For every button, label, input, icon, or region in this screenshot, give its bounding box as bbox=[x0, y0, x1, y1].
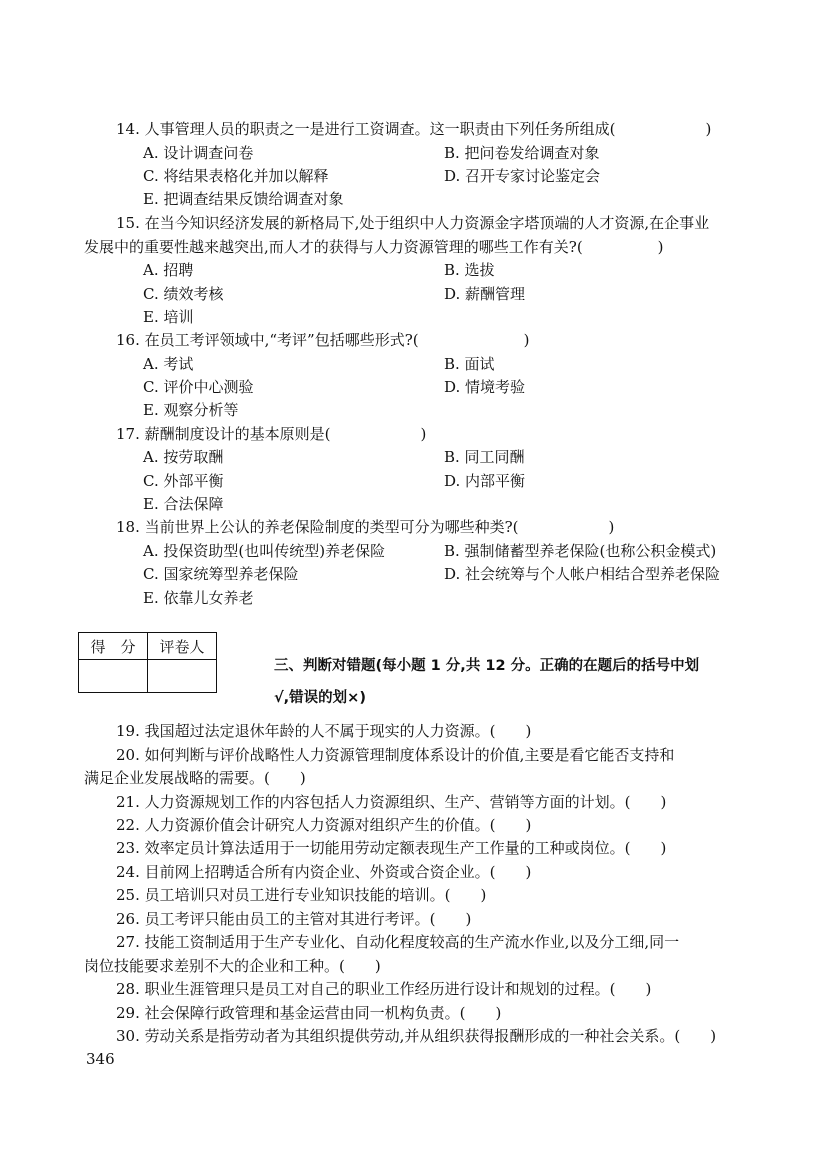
question-22: 22. 人力资源价值会计研究人力资源对组织产生的价值。( ) bbox=[116, 816, 532, 834]
question-14-option-e: E. 把调查结果反馈给调查对象 bbox=[143, 190, 344, 208]
question-17-option-d: D. 内部平衡 bbox=[444, 472, 526, 490]
question-24: 24. 目前网上招聘适合所有内资企业、外资或合资企业。( ) bbox=[116, 863, 532, 881]
question-20: 20. 如何判断与评价战略性人力资源管理制度体系设计的价值,主要是看它能否支持和 bbox=[116, 746, 675, 764]
question-15-option-d: D. 薪酬管理 bbox=[444, 285, 526, 303]
score-cell bbox=[79, 660, 148, 693]
question-18-option-a: A. 投保资助型(也叫传统型)养老保险 bbox=[143, 542, 386, 560]
grader-label: 评卷人 bbox=[148, 633, 217, 660]
question-17-stem: 17. 薪酬制度设计的基本原则是( ) bbox=[116, 425, 427, 443]
question-15-option-e: E. 培训 bbox=[143, 308, 194, 326]
question-15-option-c: C. 绩效考核 bbox=[143, 285, 224, 303]
question-18-option-b: B. 强制储蓄型养老保险(也称公积金模式) bbox=[444, 542, 717, 560]
question-15-option-b: B. 选拔 bbox=[444, 261, 495, 279]
question-27-continued: 岗位技能要求差别不大的企业和工种。( ) bbox=[84, 957, 381, 975]
question-30: 30. 劳动关系是指劳动者为其组织提供劳动,并从组织获得报酬形成的一种社会关系。( ) bbox=[116, 1027, 717, 1045]
section-3-heading: 三、判断对错题(每小题 1 分,共 12 分。正确的在题后的括号中划 bbox=[274, 658, 700, 674]
section-3-heading-continued: √,错误的划×) bbox=[274, 690, 366, 706]
question-20-continued: 满足企业发展战略的需要。( ) bbox=[84, 769, 306, 787]
question-17-option-c: C. 外部平衡 bbox=[143, 472, 224, 490]
question-16-option-a: A. 考试 bbox=[143, 355, 194, 373]
grader-cell bbox=[148, 660, 217, 693]
page-number: 346 bbox=[86, 1050, 115, 1068]
question-18-option-d: D. 社会统筹与个人帐户相结合型养老保险 bbox=[444, 565, 721, 583]
question-19: 19. 我国超过法定退休年龄的人不属于现实的人力资源。( ) bbox=[116, 722, 532, 740]
question-17-option-e: E. 合法保障 bbox=[143, 495, 224, 513]
question-16-option-c: C. 评价中心测验 bbox=[143, 378, 254, 396]
question-14-option-b: B. 把问卷发给调查对象 bbox=[444, 144, 600, 162]
question-15-option-a: A. 招聘 bbox=[143, 261, 194, 279]
question-16-option-e: E. 观察分析等 bbox=[143, 401, 239, 419]
question-26: 26. 员工考评只能由员工的主管对其进行考评。( ) bbox=[116, 910, 472, 928]
question-17-option-a: A. 按劳取酬 bbox=[143, 448, 224, 466]
question-28: 28. 职业生涯管理只是员工对自己的职业工作经历进行设计和规划的过程。( ) bbox=[116, 980, 652, 998]
question-14-stem: 14. 人事管理人员的职责之一是进行工资调查。这一职责由下列任务所组成( ) bbox=[116, 120, 712, 138]
question-14-option-d: D. 召开专家讨论鉴定会 bbox=[444, 167, 601, 185]
question-16-option-b: B. 面试 bbox=[444, 355, 495, 373]
question-25: 25. 员工培训只对员工进行专业知识技能的培训。( ) bbox=[116, 886, 487, 904]
question-16-option-d: D. 情境考验 bbox=[444, 378, 526, 396]
question-17-option-b: B. 同工同酬 bbox=[444, 448, 525, 466]
question-14-option-a: A. 设计调查问卷 bbox=[143, 144, 254, 162]
question-14-option-c: C. 将结果表格化并加以解释 bbox=[143, 167, 329, 185]
question-18-option-c: C. 国家统筹型养老保险 bbox=[143, 565, 299, 583]
question-29: 29. 社会保障行政管理和基金运营由同一机构负责。( ) bbox=[116, 1004, 502, 1022]
score-label: 得 分 bbox=[79, 633, 148, 660]
question-15-stem: 15. 在当今知识经济发展的新格局下,处于组织中人力资源金字塔顶端的人才资源,在企事业 bbox=[116, 214, 710, 232]
question-18-stem: 18. 当前世界上公认的养老保险制度的类型可分为哪些种类?( ) bbox=[116, 518, 615, 536]
score-box bbox=[78, 632, 217, 693]
question-15-stem-continued: 发展中的重要性越来越突出,而人才的获得与人力资源管理的哪些工作有关?( ) bbox=[84, 238, 664, 256]
question-27: 27. 技能工资制适用于生产专业化、自动化程度较高的生产流水作业,以及分工细,同一 bbox=[116, 933, 680, 951]
question-16-stem: 16. 在员工考评领域中,“考评”包括哪些形式?( ) bbox=[116, 331, 530, 349]
question-18-option-e: E. 依靠儿女养老 bbox=[143, 589, 254, 607]
question-23: 23. 效率定员计算法适用于一切能用劳动定额表现生产工作量的工种或岗位。( ) bbox=[116, 839, 667, 857]
question-21: 21. 人力资源规划工作的内容包括人力资源组织、生产、营销等方面的计划。( ) bbox=[116, 793, 667, 811]
